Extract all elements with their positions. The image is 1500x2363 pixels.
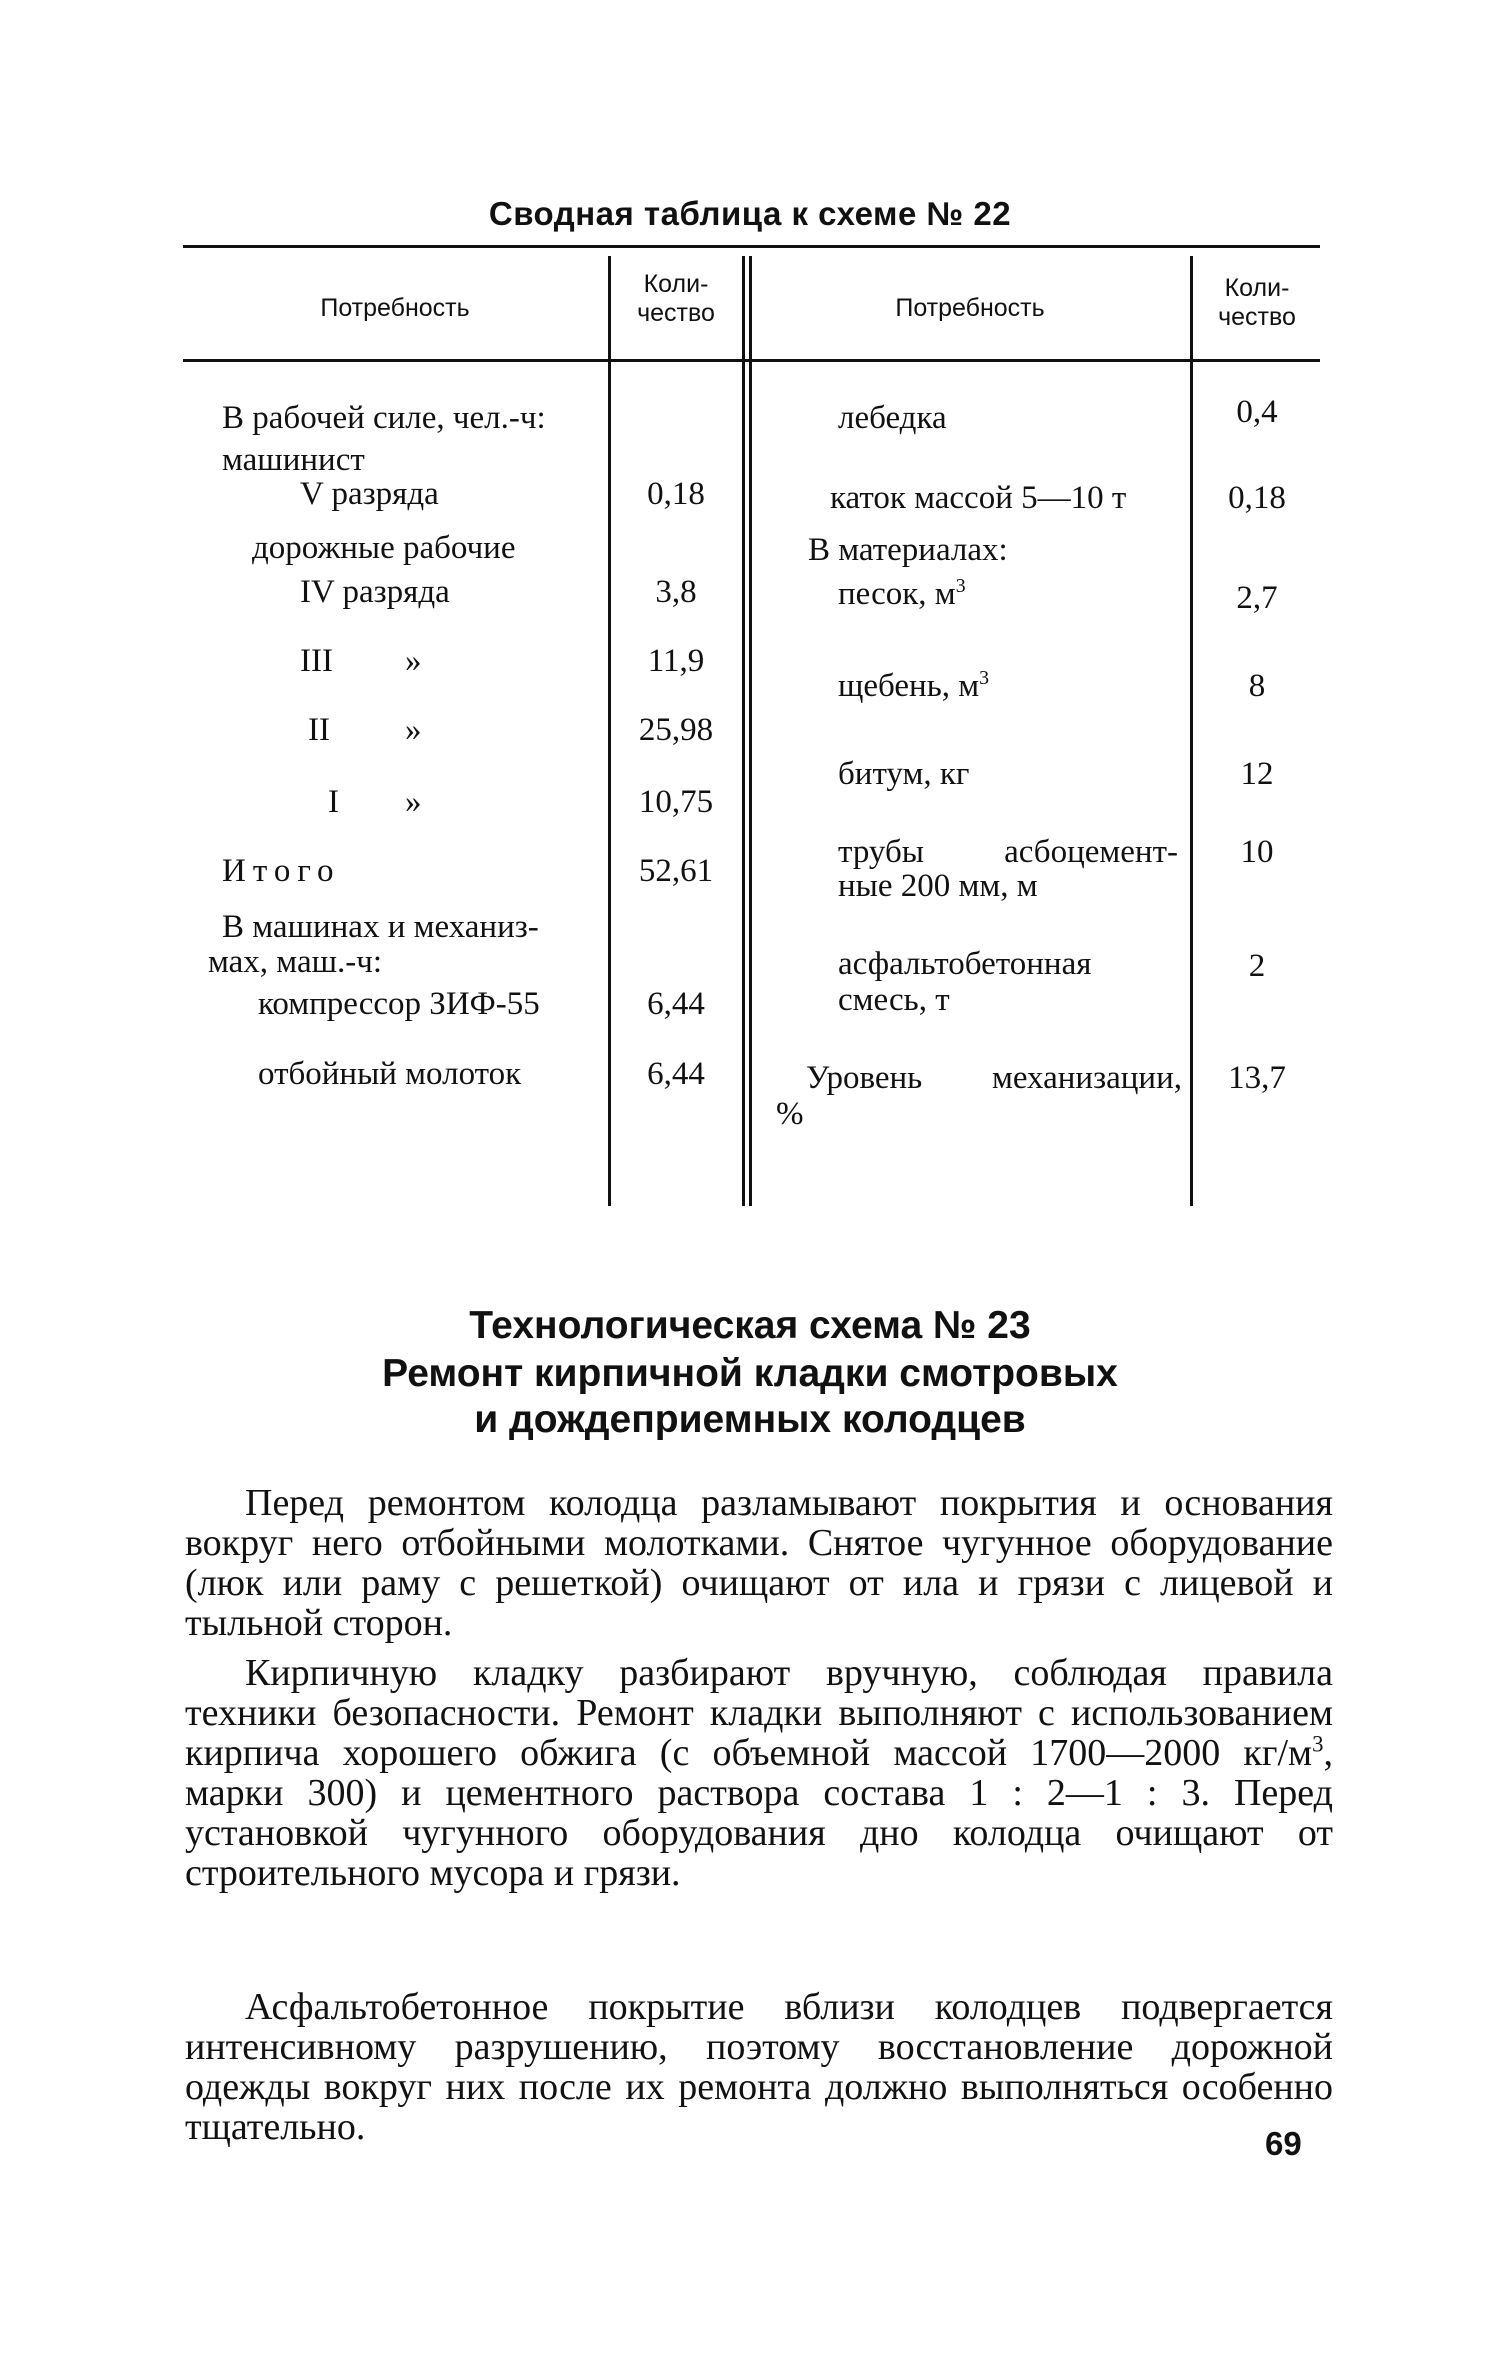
table-row-label: % [776, 1096, 804, 1132]
table-row-value: 11,9 [647, 643, 705, 679]
table-row-label: песок, $м^3$ [838, 575, 966, 612]
section-title-line2: Ремонт кирпичной кладки смотровых [382, 1352, 1118, 1395]
table-row-value: 2,7 [1236, 580, 1278, 616]
table-row-label: асфальтобетонная [838, 946, 1092, 982]
table-row-label: мах, маш.-ч: [208, 944, 383, 980]
table-row-label: Уровень механизации, [806, 1060, 1182, 1096]
ditto-mark: » [405, 712, 422, 748]
table-row-value: 8 [1248, 668, 1266, 704]
table-row-label: машинист [222, 442, 365, 478]
table-row-label: В рабочей силе, чел.-ч: [222, 400, 546, 436]
table-row-value: 10 [1240, 834, 1274, 870]
section-title-line1: Технологическая схема № 23 [469, 1304, 1031, 1347]
table-row-value: 6,44 [647, 986, 705, 1022]
ditto-mark: » [405, 643, 422, 679]
table-row-value: 3,8 [655, 574, 697, 610]
column-divider-double-b [749, 256, 752, 1206]
header-need-right: Потребность [895, 294, 1045, 322]
header-qty-left: Коли- чество [637, 270, 715, 327]
table-row-label: компрессор ЗИФ-55 [258, 986, 540, 1022]
total-label: Итого [222, 853, 341, 889]
table-row-value: 0,18 [1228, 480, 1286, 516]
paragraph-1: Перед ремонтом колодца разламывают покрытия и основания вокруг него отбойными молотками. Снятое чугунное оборудование (люк или раму с решеткой) очищают от ила и грязи с лицевой и тыльной сторон. [185, 1482, 1333, 1644]
table-row-label: II [308, 712, 330, 748]
table-caption: Сводная таблица к схеме № 22 [488, 195, 1012, 232]
table-row-label: IV разряда [300, 574, 450, 610]
table-row-value: 52,61 [638, 853, 714, 889]
table-row-label: дорожные рабочие [252, 530, 516, 566]
column-divider [1190, 256, 1193, 1206]
paragraph-3: Асфальтобетонное покрытие вблизи колодцев подвергается интенсивному разрушению, поэтому восстановление дорожной одежды вокруг них после их ремонта должно выполняться особенно тщательно. [185, 1986, 1333, 2148]
table-row-value: 25,98 [638, 712, 714, 748]
header-need-left: Потребность [320, 294, 470, 322]
ditto-mark: » [405, 784, 422, 820]
table-row-value: 10,75 [638, 784, 714, 820]
column-divider-double-a [742, 256, 745, 1206]
table-row-label: V разряда [300, 476, 439, 512]
table-row-value: 6,44 [647, 1056, 705, 1092]
table-row-value: 13,7 [1228, 1060, 1286, 1096]
table-row-value: 2 [1248, 948, 1266, 984]
table-row-label: отбойный молоток [258, 1056, 522, 1092]
table-row-label: смесь, т [838, 982, 950, 1018]
column-divider [608, 256, 611, 1206]
table-row-label: лебедка [838, 400, 947, 436]
table-row-label: I [328, 784, 339, 820]
table-row-label: трубы асбоцемент- [838, 834, 1178, 870]
table-row-value: 0,4 [1236, 394, 1278, 430]
table-row-label: III [300, 643, 333, 679]
table-row-value: 0,18 [647, 476, 705, 512]
table-row-value: 12 [1240, 756, 1274, 792]
table-row-label: щебень, $м^3$ [838, 667, 990, 704]
table-row-label: ные 200 мм, м [838, 868, 1038, 904]
header-qty-right: Коли- чество [1218, 274, 1296, 331]
table-row-label: битум, кг [838, 756, 970, 792]
section-title-line3: и дождеприемных колодцев [474, 1398, 1026, 1441]
page-number: 69 [1265, 2125, 1302, 2162]
table-top-rule [183, 245, 1320, 248]
table-row-label: В машинах и механиз- [222, 909, 539, 945]
table-row-label: В материалах: [808, 532, 1008, 568]
table-row-label: каток массой 5—10 т [830, 480, 1127, 516]
paragraph-2: Кирпичную кладку разбирают вручную, соблюдая правила техники безопасности. Ремонт кладки выполняют с использованием кирпича хорошего обжига (с объемной массой 1700—2000 $кг/м^3$, марки 300) и цементного раствора состава 1 : 2—1 : 3. Перед установкой чугунного оборудования дно колодца очищают от строительного мусора и грязи. [185, 1652, 1333, 1894]
